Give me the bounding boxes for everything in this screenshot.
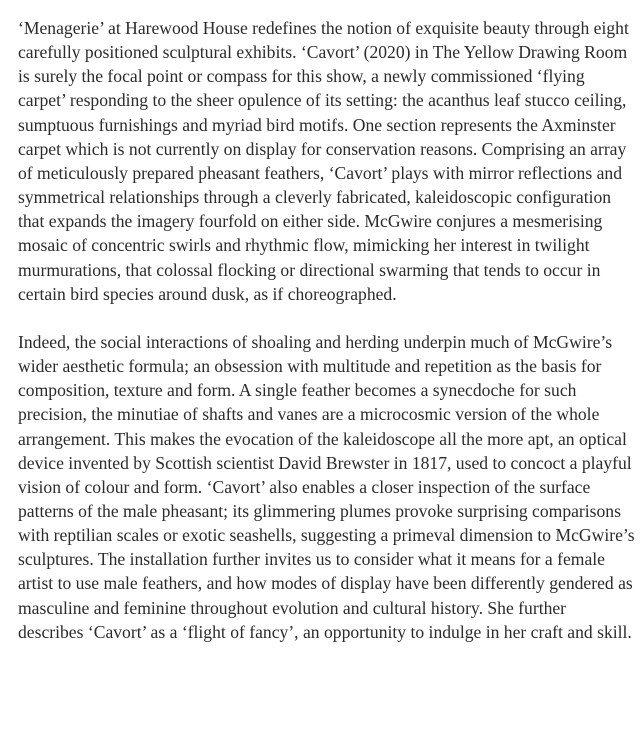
- article-paragraph-1: ‘Menagerie’ at Harewood House redefines the notion of exquisite beauty through eight carefully positioned sculptural exhibits. ‘Cavort’ (2020) in The Yellow Drawing Room is surely the focal point or compass for this show, a newly commissioned ‘flying carpet’ responding to the sheer opulence of its setting: the acanthus leaf stucco ceiling, sumptuous furnishings and myriad bird motifs. One section represents the Axminster carpet which is not currently on display for conservation reasons. Comprising an array of meticulously prepared pheasant feathers, ‘Cavort’ plays with mirror reflections and symmetrical relationships through a cleverly fabricated, kaleidoscopic configuration that expands the imagery fourfold on either side. McGwire conjures a mesmerising mosaic of concentric swirls and rhythmic flow, mimicking her interest in twilight murmurations, that colossal flocking or directional swarming that tends to occur in certain bird species around dusk, as if choreographed.: [18, 18, 629, 304]
- article-paragraph-2: Indeed, the social interactions of shoaling and herding underpin much of McGwire’s wider aesthetic formula; an obsession with multitude and repetition as the basis for composition, texture and form. A single feather becomes a synecdoche for such precision, the minutiae of shafts and vanes are a microcosmic version of the whole arrangement. This makes the evocation of the kaleidoscope all the more apt, an optical device invented by Scottish scientist David Brewster in 1817, used to concoct a playful vision of colour and form. ‘Cavort’ also enables a closer inspection of the surface patterns of the male pheasant; its glimmering plumes provoke surprising comparisons with reptilian scales or exotic seashells, suggesting a primeval dimension to McGwire’s sculptures. The installation further invites us to consider what it means for a female artist to use male feathers, and how modes of display have been differently gendered as masculine and feminine throughout evolution and cultural history. She further describes ‘Cavort’ as a ‘flight of fancy’, an opportunity to indulge in her craft and skill.: [18, 331, 635, 642]
